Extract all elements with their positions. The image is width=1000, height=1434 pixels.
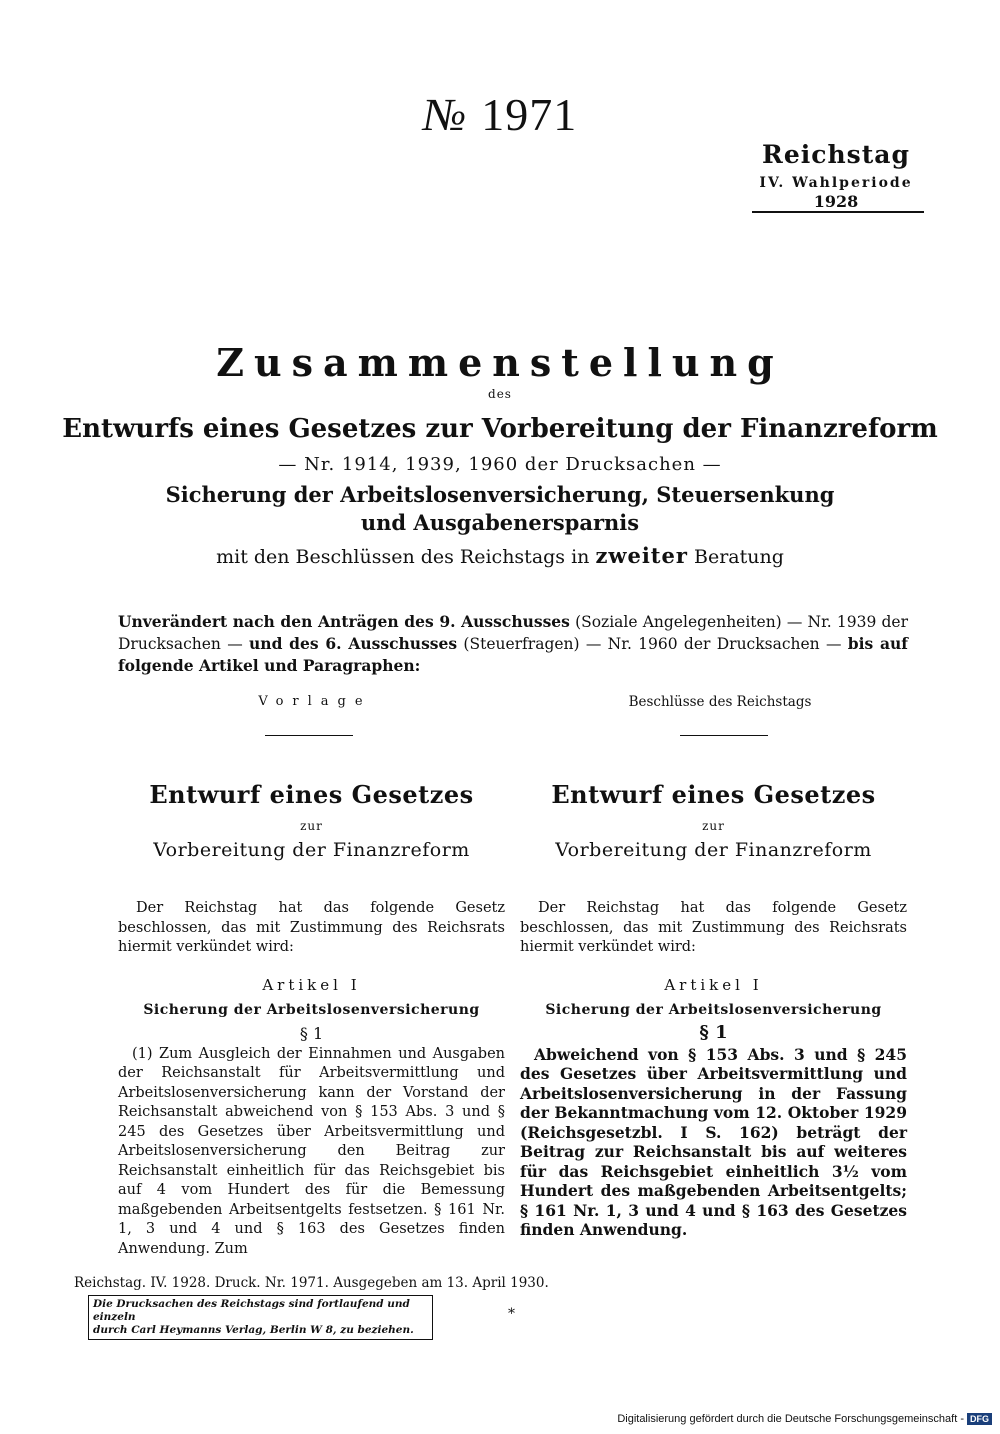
right-intro: Der Reichstag hat das folgende Gesetz beschlossen, das mit Zustimmung des Reichsrats hiermit verkündet wird: — [520, 900, 907, 955]
unchanged-normal-1: (Soziale Angelegenheiten) — Nr. 1939 der Drucksachen — — [118, 613, 908, 653]
unchanged-paragraph — [118, 611, 908, 677]
title-sicherung: Sicherung der Arbeitslosenversicherung, Steuersenkung und Ausgabenersparnis — [165, 482, 835, 535]
left-vorbereitung: Vorbereitung der Finanzreform — [153, 839, 470, 861]
main-title: Zusammenstellung — [216, 340, 784, 385]
dfg-logo: DFG — [967, 1413, 992, 1425]
footer-box-line-1: Die Drucksachen des Reichstags sind fortlaufend und einzeln — [93, 1298, 410, 1323]
title-beschluesse — [0, 543, 1000, 568]
title-des: des — [488, 387, 512, 401]
left-intro: Der Reichstag hat das folgende Gesetz beschlossen, das mit Zustimmung des Reichsrats hiermit verkündet wird: — [118, 900, 505, 955]
left-zur: zur — [300, 819, 323, 833]
document-number — [0, 88, 1000, 141]
left-paragraph-number: § 1 — [299, 1023, 324, 1043]
right-vorbereitung: Vorbereitung der Finanzreform — [555, 839, 872, 861]
footer-print-info: Reichstag. IV. 1928. Druck. Nr. 1971. Ausgegeben am 13. April 1930. — [74, 1275, 549, 1291]
dfg-note-text: Digitalisierung gefördert durch die Deutsche Forschungsgemeinschaft - — [617, 1413, 964, 1425]
right-zur: zur — [702, 819, 725, 833]
right-paragraph-number: § 1 — [699, 1021, 728, 1043]
left-paragraph-text: (1) Zum Ausgleich der Einnahmen und Ausgaben der Reichsanstalt für Arbeitsvermittlung und Arbeitslosenversicherung kann der Vorstand der Reichsanstalt abweichend von § 153 Abs. 3 und § 245 des Gesetzes über Arbeitsvermittlung und Arbeitslosenversicherung den Beitrag zur Reichsanstalt einheitlich für das Reichsgebiet bis auf 4 vom Hundert des für die Bemessung maßgebenden Arbeitsentgelts festsetzen. § 161 Nr. 1, 3 und 4 und § 163 des Gesetzes finden Anwendung. Zum — [118, 1045, 505, 1257]
unchanged-normal-2: (Steuerfragen) — Nr. 1960 der Drucksachen — — [463, 635, 842, 653]
left-sicherung: Sicherung der Arbeitslosenversicherung — [143, 1001, 480, 1018]
left-artikel: Artikel I — [262, 975, 361, 994]
left-column-rule — [265, 735, 353, 736]
year-label: 1928 — [813, 192, 859, 211]
unchanged-bold-2: und des 6. Ausschusses — [249, 634, 458, 653]
reichstag-label: Reichstag — [762, 140, 910, 169]
column-head-beschluesse: Beschlüsse des Reichstags — [628, 694, 812, 710]
left-column — [118, 780, 505, 1259]
unchanged-bold-1: Unverändert nach den Anträgen des 9. Ausschusses — [118, 612, 570, 631]
footer-distribution-box — [88, 1295, 433, 1340]
number-sign: № — [422, 89, 468, 140]
reichstag-header-block — [748, 140, 924, 211]
left-law-title: Entwurf eines Gesetzes — [149, 780, 474, 809]
beschluesse-bold: zweiter — [595, 543, 688, 568]
footer-box-line-2: durch Carl Heymanns Verlag, Berlin W 8, zu beziehen. — [93, 1324, 414, 1336]
right-column — [520, 780, 907, 1240]
title-drucksachen: — Nr. 1914, 1939, 1960 der Drucksachen — — [278, 454, 722, 475]
right-column-rule — [680, 735, 768, 736]
beschluesse-pre: mit den Beschlüssen des Reichstags in — [216, 546, 590, 568]
right-law-title: Entwurf eines Gesetzes — [551, 780, 876, 809]
beschluesse-post: Beratung — [693, 546, 784, 568]
right-artikel: Artikel I — [664, 975, 763, 994]
header-rule — [752, 211, 924, 213]
unchanged-bold-3: bis auf folgende Artikel und Paragraphen: — [118, 634, 908, 675]
wahlperiode-label: IV. Wahlperiode — [759, 175, 913, 191]
dfg-note — [606, 1413, 992, 1425]
document-number-value: 1971 — [481, 89, 578, 140]
title-entwurf: Entwurfs eines Gesetzes zur Vorbereitung der Finanzreform — [62, 414, 938, 444]
right-sicherung: Sicherung der Arbeitslosenversicherung — [545, 1001, 882, 1018]
footer-star: * — [508, 1306, 515, 1322]
right-paragraph-text: Abweichend von § 153 Abs. 3 und § 245 des Gesetzes über Arbeitsvermittlung und Arbeitslosenversicherung in der Fassung der Bekanntmachung vom 12. Oktober 1929 (Reichsgesetzbl. I S. 162) beträgt der Beitrag zur Reichsanstalt bis auf weiteres für das Reichsgebiet einheitlich 3½ vom Hundert des maßgebenden Arbeitsentgelts; § 161 Nr. 1, 3 und 4 und § 163 des Gesetzes finden Anwendung. — [520, 1044, 907, 1239]
column-head-vorlage: Vorlage — [258, 694, 372, 709]
